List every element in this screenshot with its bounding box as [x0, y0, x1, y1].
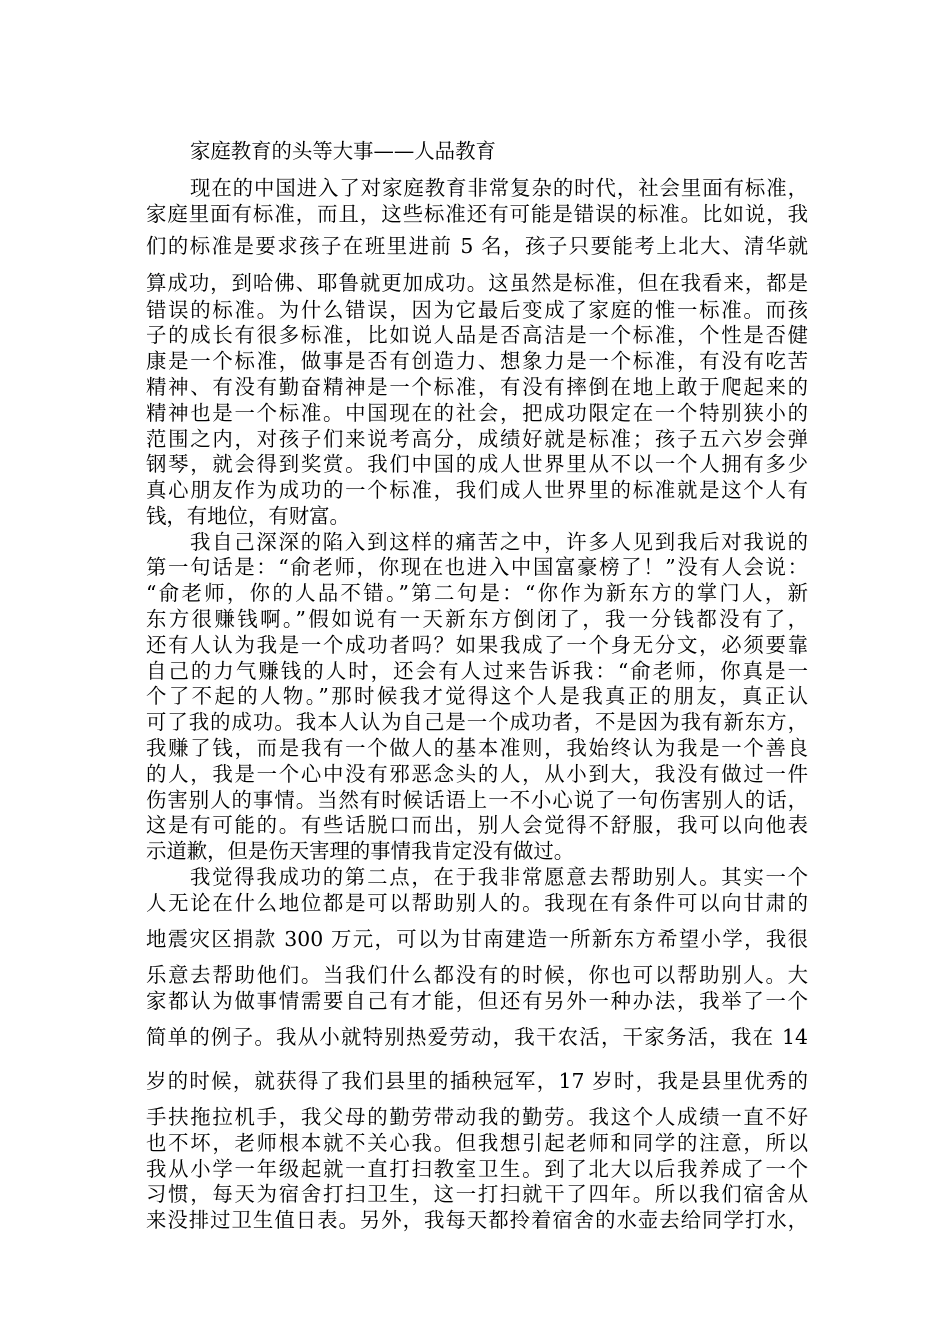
text-line: 钢琴，就会得到奖赏。我们中国的成人世界里从不以一个人拥有多少: [146, 452, 808, 476]
text-line: 家庭里面有标准，而且，这些标准还有可能是错误的标准。比如说，我: [146, 202, 808, 226]
text-line: 也不坏，老师根本就不关心我。但我想引起老师和同学的注意，所以: [146, 1131, 808, 1155]
text-line: 范围之内，对孩子们来说考高分，成绩好就是标准；孩子五六岁会弹: [146, 427, 808, 451]
text-line: 还有人认为我是一个成功者吗？如果我成了一个身无分文，必须要靠: [146, 633, 808, 657]
text-line: 这是有可能的。有些话脱口而出，别人会觉得不舒服，我可以向他表: [146, 813, 808, 837]
text-line: 子的成长有很多标准，比如说人品是否高洁是一个标准，个性是否健: [146, 323, 808, 347]
text-line: 我赚了钱，而是我有一个做人的基本准则，我始终认为我是一个善良: [146, 736, 808, 760]
text-line: 手扶拖拉机手，我父母的勤劳带动我的勤劳。我这个人成绩一直不好: [146, 1105, 808, 1129]
text-line: 康是一个标准，做事是否有创造力、想象力是一个标准，有没有吃苦: [146, 349, 808, 373]
text-line: 个了不起的人物。”那时候我才觉得这个人是我真正的朋友，真正认: [146, 684, 808, 708]
text-line: 自己的力气赚钱的人时，还会有人过来告诉我：“俞老师，你真是一: [146, 659, 808, 683]
text-line: 第一句话是：“俞老师，你现在也进入中国富豪榜了！”没有人会说：: [146, 555, 808, 579]
text-line: 算成功，到哈佛、耶鲁就更加成功。这虽然是标准，但在我看来，都是: [146, 271, 808, 295]
text-line: 伤害别人的事情。当然有时候话语上一不小心说了一句伤害别人的话，: [146, 788, 808, 812]
text-line: 简单的例子。我从小就特别热爱劳动，我干农活，干家务活，我在 14: [146, 1025, 808, 1049]
text-line: 人无论在什么地位都是可以帮助别人的。我现在有条件可以向甘肃的: [146, 891, 808, 915]
text-line: 地震灾区捐款 300 万元，可以为甘南建造一所新东方希望小学，我很: [146, 927, 808, 951]
text-line: 乐意去帮助他们。当我们什么都没有的时候，你也可以帮助别人。大: [146, 963, 808, 987]
text-line: 我自己深深的陷入到这样的痛苦之中，许多人见到我后对我说的: [190, 530, 808, 554]
text-line: 我从小学一年级起就一直打扫教室卫生。到了北大以后我养成了一个: [146, 1157, 808, 1181]
text-line: 现在的中国进入了对家庭教育非常复杂的时代，社会里面有标准，: [190, 176, 808, 200]
text-line: 岁的时候，就获得了我们县里的插秧冠军，17 岁时，我是县里优秀的: [146, 1069, 808, 1093]
text-line: 精神也是一个标准。中国现在的社会，把成功限定在一个特别狭小的: [146, 401, 808, 425]
text-line: 来没排过卫生值日表。另外，我每天都拎着宿舍的水壶去给同学打水，: [146, 1208, 808, 1232]
text-line: 习惯，每天为宿舍打扫卫生，这一打扫就干了四年。所以我们宿舍从: [146, 1182, 808, 1206]
text-line: 东方很赚钱啊。”假如说有一天新东方倒闭了，我一分钱都没有了，: [146, 607, 808, 631]
text-line: 精神、有没有勤奋精神是一个标准，有没有摔倒在地上敢于爬起来的: [146, 375, 808, 399]
text-line: 真心朋友作为成功的一个标准，我们成人世界里的标准就是这个人有: [146, 478, 808, 502]
text-line: “俞老师，你的人品不错。”第二句是：“你作为新东方的掌门人，新: [146, 581, 808, 605]
text-line: 的人，我是一个心中没有邪恶念头的人，从小到大，我没有做过一件: [146, 762, 808, 786]
document-title: 家庭教育的头等大事——人品教育: [190, 139, 496, 163]
text-line: 家都认为做事情需要自己有才能，但还有另外一种办法，我举了一个: [146, 989, 808, 1013]
text-line: 钱，有地位，有财富。: [146, 504, 350, 528]
text-line: 可了我的成功。我本人认为自己是一个成功者，不是因为我有新东方，: [146, 710, 808, 734]
text-line: 们的标准是要求孩子在班里进前 5 名，孩子只要能考上北大、清华就: [146, 234, 808, 258]
text-line: 示道歉，但是伤天害理的事情我肯定没有做过。: [146, 839, 575, 863]
text-line: 我觉得我成功的第二点，在于我非常愿意去帮助别人。其实一个: [190, 865, 808, 889]
text-line: 错误的标准。为什么错误，因为它最后变成了家庭的惟一标准。而孩: [146, 298, 808, 322]
